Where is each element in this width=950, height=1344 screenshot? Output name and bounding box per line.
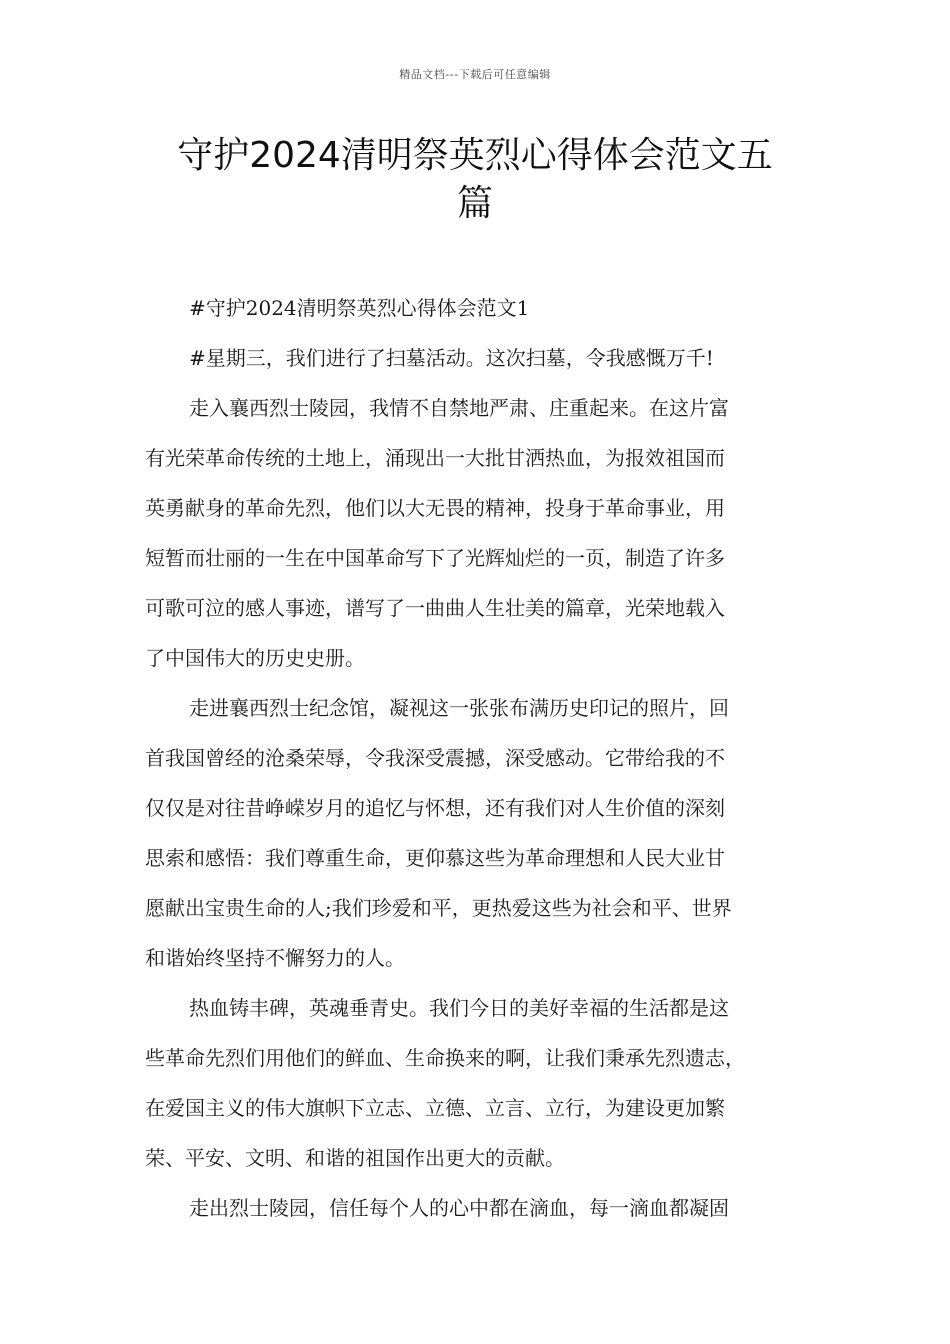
text-line: 有光荣革命传统的土地上，涌现出一大批甘洒热血，为报效祖国而 <box>145 446 725 470</box>
paragraph <box>145 683 810 983</box>
text-line: 仅仅是对往昔峥嵘岁月的追忆与怀想，还有我们对人生价值的深刻 <box>145 796 725 820</box>
text-line: 愿献出宝贵生命的人;我们珍爱和平，更热爱这些为社会和平、世界 <box>145 896 732 920</box>
text-line: 走入襄西烈士陵园，我情不自禁地严肃、庄重起来。在这片富 <box>189 396 729 420</box>
text-line: #星期三，我们进行了扫墓活动。这次扫墓，令我感慨万千! <box>189 346 714 370</box>
text-line: 思索和感悟：我们尊重生命，更仰慕这些为革命理想和人民大业甘 <box>145 846 725 870</box>
text-line: 热血铸丰碑，英魂垂青史。我们今日的美好幸福的生活都是这 <box>189 996 729 1020</box>
paragraph <box>145 383 810 683</box>
text-line: 英勇献身的革命先烈，他们以大无畏的精神，投身于革命事业，用 <box>145 496 725 520</box>
text-line: 首我国曾经的沧桑荣辱，令我深受震撼，深受感动。它带给我的不 <box>145 746 725 770</box>
document-title <box>140 132 810 228</box>
paragraph <box>145 983 810 1183</box>
paragraph <box>145 1183 810 1233</box>
text-line: 短暂而壮丽的一生在中国革命写下了光辉灿烂的一页，制造了许多 <box>145 546 725 570</box>
text-line: 在爱国主义的伟大旗帜下立志、立德、立言、立行，为建设更加繁 <box>145 1096 725 1120</box>
paragraph <box>145 283 810 333</box>
header-note: 精品文档---下载后可任意编辑 <box>399 68 551 81</box>
text-line: 走出烈士陵园，信任每个人的心中都在滴血，每一滴血都凝固 <box>189 1196 729 1220</box>
text-line: #守护2024清明祭英烈心得体会范文1 <box>189 296 530 320</box>
text-line: 可歌可泣的感人事迹，谱写了一曲曲人生壮美的篇章，光荣地载入 <box>145 596 725 620</box>
text-line: 和谐始终坚持不懈努力的人。 <box>145 946 405 970</box>
title-line-2: 篇 <box>456 183 493 224</box>
paragraph <box>145 333 810 383</box>
text-line: 走进襄西烈士纪念馆，凝视这一张张布满历史印记的照片，回 <box>189 696 729 720</box>
text-line: 了中国伟大的历史史册。 <box>145 646 365 670</box>
text-line: 些革命先烈们用他们的鲜血、生命换来的啊，让我们秉承先烈遗志， <box>145 1046 745 1070</box>
text-line: 荣、平安、文明、和谐的祖国作出更大的贡献。 <box>145 1146 565 1170</box>
document-body <box>145 283 810 1233</box>
title-line-1: 守护2024清明祭英烈心得体会范文五 <box>177 135 773 176</box>
